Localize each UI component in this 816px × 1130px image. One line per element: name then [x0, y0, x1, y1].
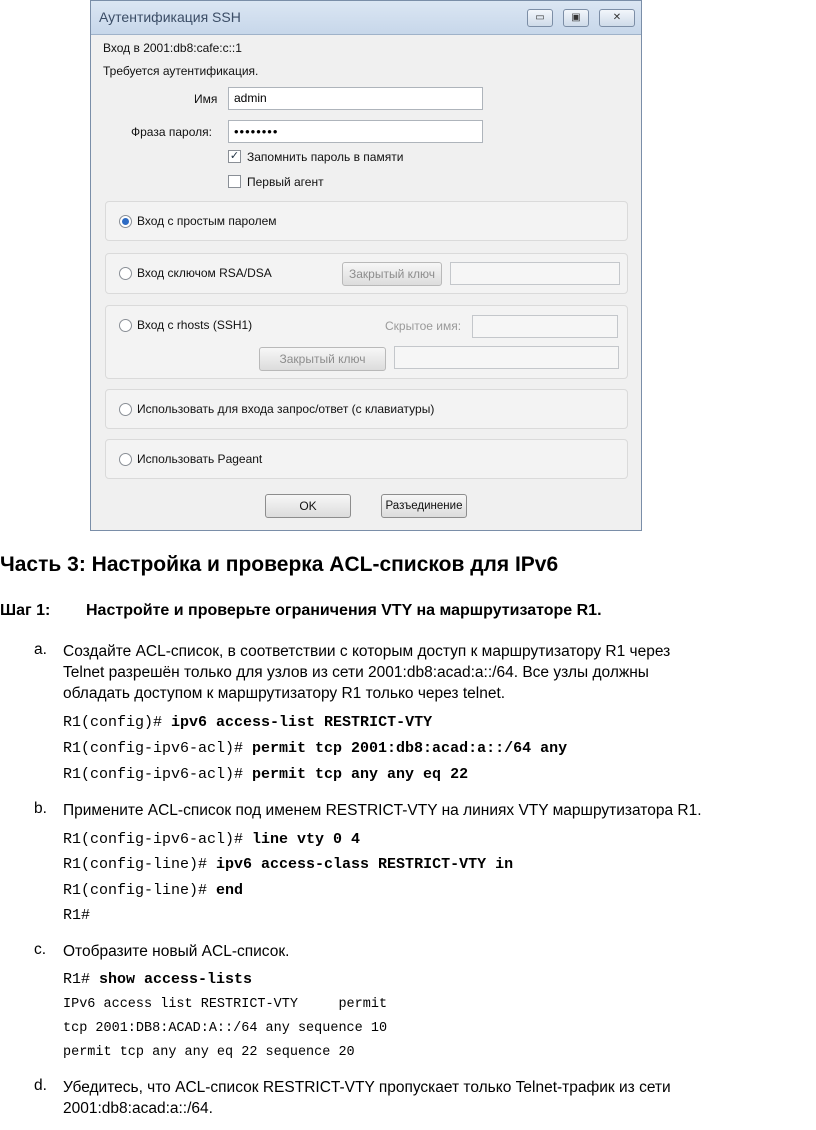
- option-pageant-group: [105, 439, 628, 479]
- code-line: R1(config-ipv6-acl)# permit tcp any any eq 22: [63, 766, 469, 783]
- rhosts-key-path-field[interactable]: [394, 346, 619, 369]
- item-c-marker: c.: [34, 941, 47, 958]
- ok-button[interactable]: OK: [265, 494, 351, 518]
- item-d-marker: d.: [34, 1077, 47, 1094]
- login-target: Вход в 2001:db8:cafe:c::1: [103, 41, 242, 55]
- rsa-key-path-field[interactable]: [450, 262, 620, 285]
- item-b-marker: b.: [34, 800, 47, 817]
- remember-password-checkbox[interactable]: ✓: [229, 150, 240, 162]
- item-a-marker: a.: [34, 641, 47, 658]
- passphrase-label: Фраза пароля:: [131, 125, 212, 139]
- rhosts-private-key-button[interactable]: Закрытый ключ: [259, 347, 386, 371]
- item-a-line-2: Telnet разрешён только для узлов из сети 2001:db8:acad:a::/64. Все узлы должны: [63, 664, 649, 681]
- code-line: R1# show access-lists: [63, 971, 253, 988]
- code-line: R1#: [63, 907, 91, 924]
- auth-required-text: Требуется аутентификация.: [103, 64, 259, 78]
- disconnect-button[interactable]: Разъединение: [381, 494, 467, 518]
- first-agent-checkbox[interactable]: [228, 175, 241, 188]
- minimize-icon[interactable]: ▭: [527, 9, 553, 27]
- rsa-login-radio[interactable]: [119, 267, 132, 280]
- title-bar: [91, 1, 641, 35]
- pageant-label: Использовать Pageant: [137, 452, 263, 466]
- option-keyboard-group: [105, 389, 628, 429]
- hidden-name-label: Скрытое имя:: [385, 319, 462, 333]
- output-line: permit tcp any any eq 22 sequence 20: [63, 1045, 355, 1060]
- output-line: IPv6 access list RESTRICT-VTY permit: [63, 997, 388, 1012]
- first-agent-label: Первый агент: [247, 175, 324, 189]
- keyboard-interactive-radio[interactable]: [119, 403, 132, 416]
- rhosts-login-label: Вход с rhosts (SSH1): [137, 318, 253, 332]
- passphrase-input[interactable]: ••••••••: [228, 120, 483, 143]
- item-d-text: [63, 1077, 803, 1119]
- remember-password-label: Запомнить пароль в памяти: [247, 150, 404, 164]
- name-input[interactable]: admin: [228, 87, 483, 110]
- rsa-login-label: Вход сключом RSA/DSA: [137, 266, 272, 280]
- rsa-private-key-button[interactable]: Закрытый ключ: [342, 262, 442, 286]
- password-login-radio[interactable]: [119, 215, 132, 228]
- step-title: Настройте и проверьте ограничения VTY на маршрутизаторе R1.: [86, 602, 602, 619]
- code-line: R1(config)# ipv6 access-list RESTRICT-VTY: [63, 714, 433, 731]
- option-password-group: [105, 201, 628, 241]
- name-label: Имя: [194, 92, 218, 106]
- password-login-label: Вход с простым паролем: [137, 214, 277, 228]
- keyboard-interactive-label: Использовать для входа запрос/ответ (с клавиатуры): [137, 402, 435, 416]
- code-line: R1(config-ipv6-acl)# permit tcp 2001:db8:acad:a::/64 any: [63, 740, 568, 757]
- maximize-icon[interactable]: ▣: [563, 9, 589, 27]
- step-label: Шаг 1:: [0, 602, 51, 619]
- item-c-text: Отобразите новый ACL-список.: [63, 943, 290, 960]
- option-rhosts-group: [105, 305, 628, 379]
- dialog-title: Аутентификация SSH: [99, 9, 241, 25]
- item-a-line-3: обладать доступом к маршрутизатору R1 только через telnet.: [63, 685, 506, 702]
- close-icon[interactable]: ✕: [599, 9, 635, 27]
- ssh-auth-dialog: [90, 0, 642, 531]
- code-line: R1(config-line)# ipv6 access-class RESTRICT-VTY in: [63, 856, 514, 873]
- item-d-line-1: Убедитесь, что ACL-список RESTRICT-VTY пропускает только Telnet-трафик из сети: [63, 1079, 671, 1096]
- option-rsa-group: [105, 253, 628, 294]
- code-line: R1(config-line)# end: [63, 882, 244, 899]
- rhosts-login-radio[interactable]: [119, 319, 132, 332]
- item-b-text: Примените ACL-список под именем RESTRICT-VTY на линиях VTY маршрутизатора R1.: [63, 802, 702, 819]
- output-line: tcp 2001:DB8:ACAD:A::/64 any sequence 10: [63, 1021, 388, 1036]
- hidden-name-field[interactable]: [472, 315, 618, 338]
- item-d-line-2: 2001:db8:acad:a::/64.: [63, 1100, 213, 1117]
- pageant-radio[interactable]: [119, 453, 132, 466]
- item-a-text: [63, 641, 803, 704]
- item-a-line-1: Создайте ACL-список, в соответствии с которым доступ к маршрутизатору R1 через: [63, 643, 671, 660]
- part-heading: Часть 3: Настройка и проверка ACL-списков для IPv6: [0, 553, 559, 576]
- code-line: R1(config-ipv6-acl)# line vty 0 4: [63, 831, 361, 848]
